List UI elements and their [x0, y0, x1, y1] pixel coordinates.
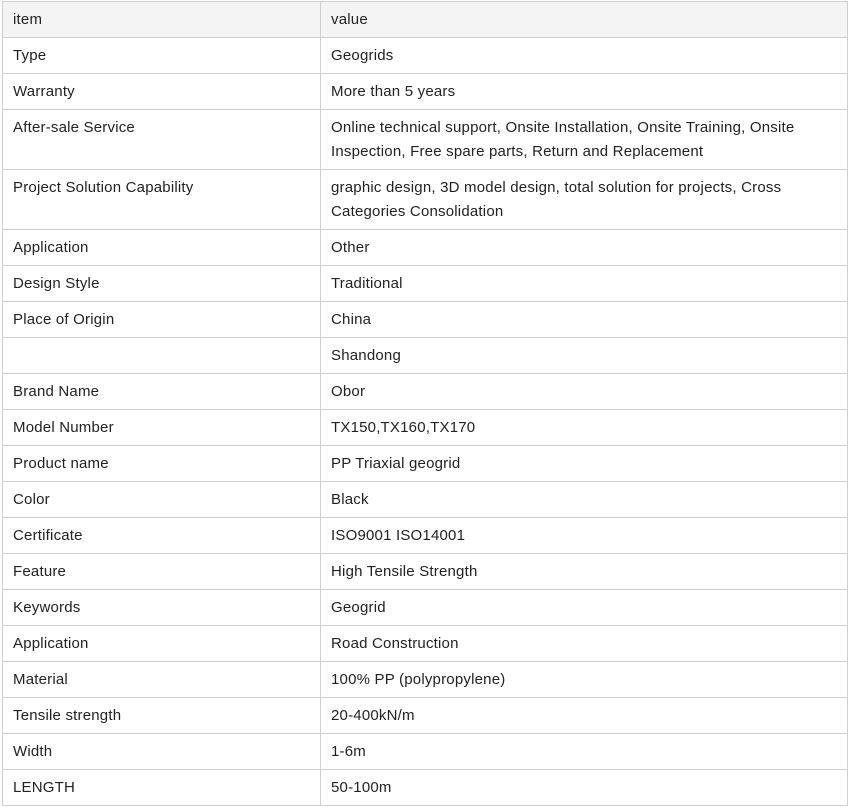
table-row	[3, 170, 848, 230]
row-value-cell: China	[321, 302, 848, 338]
row-value-cell: Obor	[321, 374, 848, 410]
row-value-cell: Road Construction	[321, 626, 848, 662]
row-value-cell: 20-400kN/m	[321, 698, 848, 734]
row-value-cell: graphic design, 3D model design, total solution for projects, Cross Categories Consolidation	[321, 170, 848, 230]
table-row	[3, 266, 848, 302]
table-row	[3, 590, 848, 626]
table-header	[3, 2, 848, 38]
row-value-cell: 100% PP (polypropylene)	[321, 662, 848, 698]
table-row	[3, 626, 848, 662]
header-value: value	[321, 2, 848, 38]
row-value-cell: PP Triaxial geogrid	[321, 446, 848, 482]
row-item-cell: Tensile strength	[3, 698, 321, 734]
table-row	[3, 338, 848, 374]
row-item-cell: Application	[3, 626, 321, 662]
row-value-cell: ISO9001 ISO14001	[321, 518, 848, 554]
table-row	[3, 662, 848, 698]
row-value-cell: High Tensile Strength	[321, 554, 848, 590]
row-item-cell: Keywords	[3, 590, 321, 626]
row-item-cell: Material	[3, 662, 321, 698]
row-item-cell: Warranty	[3, 74, 321, 110]
table-row	[3, 302, 848, 338]
row-value-cell: Black	[321, 482, 848, 518]
row-item-cell: Product name	[3, 446, 321, 482]
row-item-cell: After-sale Service	[3, 110, 321, 170]
row-value-cell: Geogrids	[321, 38, 848, 74]
table-row	[3, 770, 848, 806]
row-item-cell: Feature	[3, 554, 321, 590]
row-item-cell: Project Solution Capability	[3, 170, 321, 230]
table-row	[3, 446, 848, 482]
row-item-cell	[3, 338, 321, 374]
row-item-cell: Brand Name	[3, 374, 321, 410]
row-value-cell: Traditional	[321, 266, 848, 302]
row-item-cell: LENGTH	[3, 770, 321, 806]
row-item-cell: Place of Origin	[3, 302, 321, 338]
table-row	[3, 38, 848, 74]
table-body	[3, 38, 848, 806]
header-row	[3, 2, 848, 38]
row-value-cell: 50-100m	[321, 770, 848, 806]
table-row	[3, 230, 848, 266]
row-item-cell: Width	[3, 734, 321, 770]
row-item-cell: Application	[3, 230, 321, 266]
table-row	[3, 410, 848, 446]
row-value-cell: 1-6m	[321, 734, 848, 770]
header-item: item	[3, 2, 321, 38]
table-row	[3, 74, 848, 110]
row-value-cell: Other	[321, 230, 848, 266]
row-item-cell: Design Style	[3, 266, 321, 302]
table-row	[3, 554, 848, 590]
row-value-cell: Shandong	[321, 338, 848, 374]
row-item-cell: Model Number	[3, 410, 321, 446]
row-item-cell: Type	[3, 38, 321, 74]
table-row	[3, 734, 848, 770]
row-value-cell: Geogrid	[321, 590, 848, 626]
row-value-cell: More than 5 years	[321, 74, 848, 110]
table-row	[3, 482, 848, 518]
table-row	[3, 374, 848, 410]
table-row	[3, 110, 848, 170]
table-row	[3, 698, 848, 734]
spec-table	[2, 1, 848, 806]
row-item-cell: Certificate	[3, 518, 321, 554]
row-value-cell: Online technical support, Onsite Installation, Onsite Training, Onsite Inspection, Free spare parts, Return and Replacement	[321, 110, 848, 170]
row-item-cell: Color	[3, 482, 321, 518]
row-value-cell: TX150,TX160,TX170	[321, 410, 848, 446]
table-row	[3, 518, 848, 554]
